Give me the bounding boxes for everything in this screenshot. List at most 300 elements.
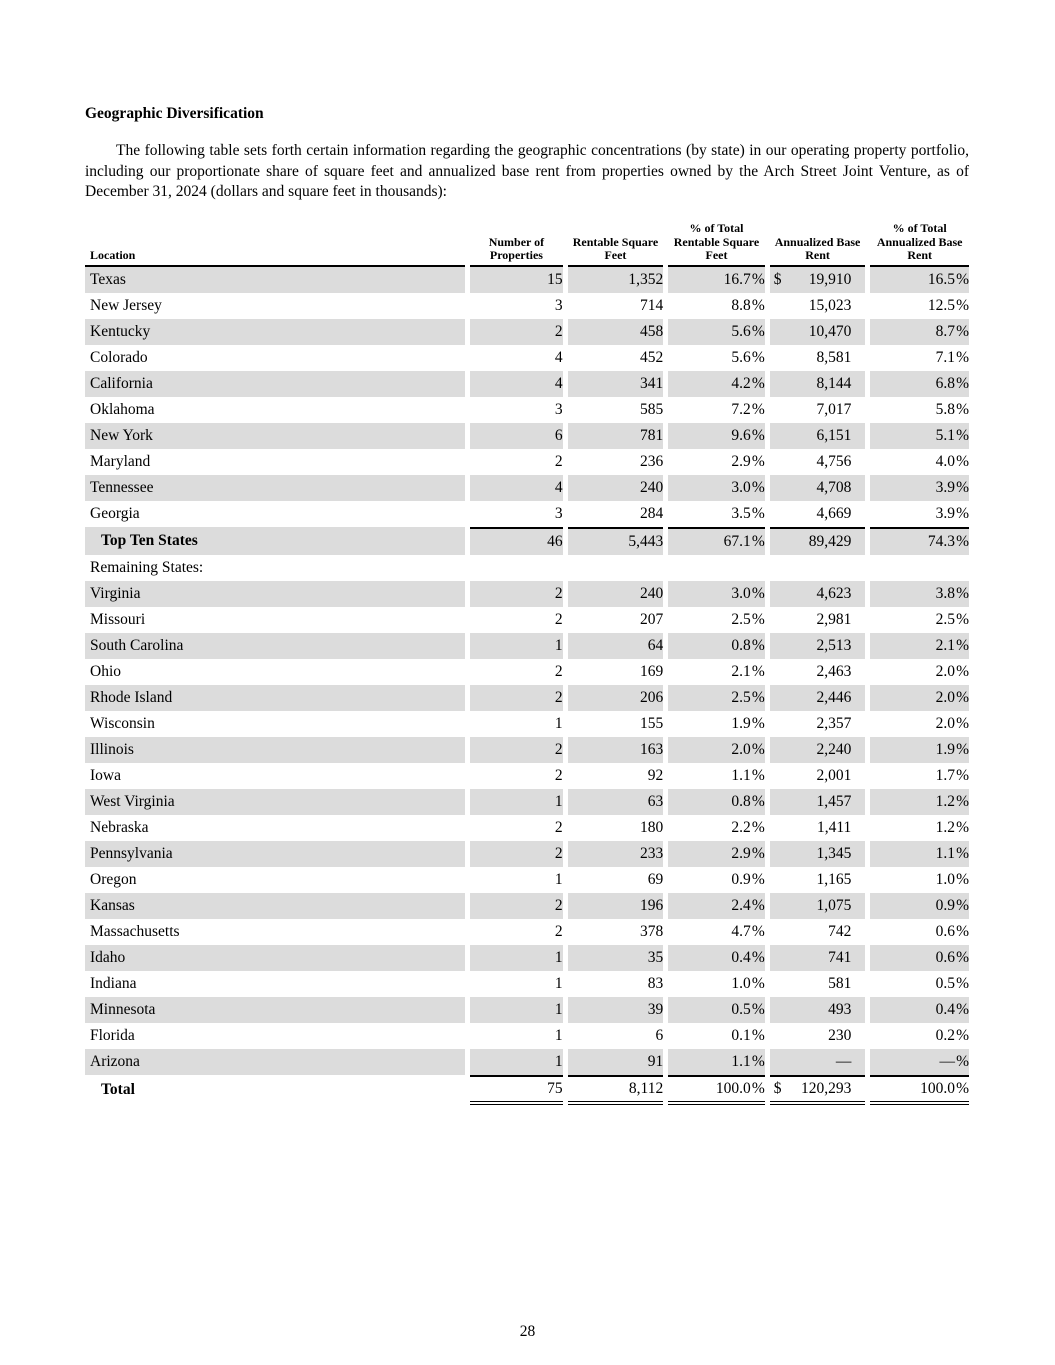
annualized-rent-cell [770, 1023, 866, 1049]
pct-rent-cell-value: 3.9 [935, 504, 955, 522]
percent-sign: % [956, 948, 969, 966]
percent-sign: % [751, 792, 765, 810]
pct-sqft-cell [668, 1075, 765, 1105]
table-row [85, 581, 969, 607]
table-row [85, 971, 969, 997]
percent-sign: % [751, 374, 765, 392]
pct-sqft-cell [668, 815, 765, 841]
pct-sqft-cell [668, 1049, 765, 1075]
pct-sqft-cell [668, 945, 765, 971]
pct-sqft-cell [668, 397, 765, 423]
table-row [85, 945, 969, 971]
percent-sign: % [956, 896, 969, 914]
annualized-rent-cell [770, 423, 866, 449]
percent-sign: % [956, 922, 969, 940]
percent-sign: % [751, 1000, 765, 1018]
pct-rent-cell-value: 1.2 [935, 792, 955, 810]
location-cell: Oregon [90, 870, 137, 888]
rentable-sqft-cell: 155 [639, 714, 664, 732]
rentable-sqft-cell: 35 [568, 945, 664, 971]
annualized-rent-value: 230 [828, 1026, 852, 1044]
num-properties-cell: 2 [470, 319, 563, 345]
percent-sign: % [751, 348, 765, 366]
pct-rent-cell [870, 633, 969, 659]
pct-rent-cell-value: 2.0 [935, 688, 955, 706]
pct-rent-cell [870, 345, 969, 371]
location-cell: Massachusetts [90, 922, 180, 940]
rentable-sqft-cell: 6 [655, 1026, 664, 1044]
pct-sqft-cell [668, 763, 765, 789]
annualized-rent-value: 1,345 [816, 844, 852, 862]
pct-sqft-cell [668, 919, 765, 945]
annualized-rent-value: 581 [828, 974, 852, 992]
annualized-rent-value: 2,981 [816, 610, 852, 628]
annualized-rent-value: 2,446 [816, 688, 852, 706]
annualized-rent-cell [770, 1075, 866, 1105]
pct-rent-cell-value: 8.7 [935, 322, 955, 340]
table-row [85, 607, 969, 633]
num-properties-cell: 2 [554, 610, 563, 628]
num-properties-cell: 6 [470, 423, 563, 449]
pct-rent-cell-value: 0.2 [935, 1026, 955, 1044]
pct-sqft-cell-value: 16.7 [723, 270, 751, 288]
rentable-sqft-cell: 378 [639, 922, 664, 940]
table-row [85, 919, 969, 945]
pct-rent-cell-value: 74.3 [927, 532, 955, 550]
table-row [85, 685, 969, 711]
annualized-rent-value: 8,144 [816, 374, 852, 392]
location-cell: Iowa [90, 766, 121, 784]
pct-rent-cell-value: 4.0 [935, 452, 955, 470]
location-cell: Georgia [90, 504, 140, 522]
num-properties-cell: 3 [554, 296, 563, 314]
header-num-properties: Number of Properties [470, 222, 563, 267]
location-cell: South Carolina [85, 633, 465, 659]
percent-sign: % [751, 740, 765, 758]
num-properties-cell: 4 [554, 348, 563, 366]
pct-sqft-cell [668, 267, 765, 293]
percent-sign: % [956, 974, 969, 992]
pct-sqft-cell-value: 9.6 [731, 426, 751, 444]
annualized-rent-cell [770, 397, 866, 423]
pct-sqft-cell [668, 737, 765, 763]
rentable-sqft-cell: 781 [568, 423, 664, 449]
annualized-rent-value: 10,470 [808, 322, 852, 340]
num-properties-cell: 46 [470, 527, 563, 555]
pct-sqft-cell-value: 1.1 [731, 1052, 751, 1070]
annualized-rent-cell [770, 997, 866, 1023]
pct-sqft-cell-value: 0.1 [731, 1026, 751, 1044]
percent-sign: % [751, 1052, 765, 1070]
intro-paragraph: The following table sets forth certain information regarding the geographic concentrations (by state) in our operating property portfolio, including our proportionate share of square feet and annualized base rent from properties owned by the Arch Street Joint Venture, as of December 31, 2024 (dollars and square feet in thousands): [85, 142, 969, 200]
pct-sqft-cell [668, 867, 765, 893]
percent-sign: % [956, 688, 969, 706]
annualized-rent-cell [770, 527, 866, 555]
location-cell: California [85, 371, 465, 397]
percent-sign: % [751, 296, 765, 314]
percent-sign: % [751, 478, 765, 496]
num-properties-cell: 2 [554, 922, 563, 940]
percent-sign: % [751, 896, 765, 914]
empty-cell [870, 555, 969, 581]
table-row [85, 449, 969, 475]
pct-sqft-cell [668, 423, 765, 449]
pct-sqft-cell [668, 659, 765, 685]
num-properties-cell: 15 [470, 267, 563, 293]
pct-rent-cell [870, 371, 969, 397]
percent-sign: % [956, 766, 969, 784]
pct-sqft-cell-value: 67.1 [723, 532, 751, 550]
percent-sign: % [956, 610, 969, 628]
pct-sqft-cell [668, 633, 765, 659]
remaining-states-label-row [85, 555, 969, 581]
pct-rent-cell-value: 1.1 [935, 844, 955, 862]
table-row [85, 737, 969, 763]
location-cell: Virginia [85, 581, 465, 607]
location-cell: Oklahoma [90, 400, 155, 418]
pct-sqft-cell-value: 2.5 [731, 688, 751, 706]
pct-rent-cell-value: 5.1 [935, 426, 955, 444]
pct-rent-cell-value: 1.2 [935, 818, 955, 836]
rentable-sqft-cell: 341 [568, 371, 664, 397]
percent-sign: % [956, 792, 969, 810]
location-cell: Arizona [85, 1049, 465, 1075]
header-annualized-rent: Annualized Base Rent [770, 222, 866, 267]
pct-sqft-cell [668, 501, 765, 527]
num-properties-cell: 1 [470, 633, 563, 659]
location-cell: Kentucky [85, 319, 465, 345]
percent-sign: % [956, 400, 969, 418]
percent-sign: % [751, 1026, 765, 1044]
pct-sqft-cell [668, 685, 765, 711]
percent-sign: % [956, 844, 969, 862]
table-row [85, 815, 969, 841]
pct-rent-cell [870, 659, 969, 685]
table-row [85, 867, 969, 893]
location-cell: Wisconsin [90, 714, 155, 732]
pct-rent-cell [870, 789, 969, 815]
annualized-rent-value: 4,669 [816, 504, 852, 522]
annualized-rent-value: 1,075 [816, 896, 852, 914]
location-cell: Indiana [90, 974, 137, 992]
annualized-rent-value: 1,165 [816, 870, 852, 888]
pct-sqft-cell-value: 2.9 [731, 452, 751, 470]
pct-sqft-cell-value: 0.8 [731, 636, 751, 654]
pct-rent-cell-value: 16.5 [927, 270, 955, 288]
pct-rent-cell-value: 3.9 [935, 478, 955, 496]
pct-sqft-cell [668, 711, 765, 737]
pct-sqft-cell [668, 449, 765, 475]
pct-rent-cell-value: 0.6 [935, 948, 955, 966]
annualized-rent-cell [770, 737, 866, 763]
location-cell: Tennessee [85, 475, 465, 501]
percent-sign: % [956, 714, 969, 732]
percent-sign: % [751, 504, 765, 522]
pct-rent-cell [870, 971, 969, 997]
annualized-rent-cell [770, 501, 866, 527]
pct-sqft-cell-value: 2.1 [731, 662, 751, 680]
section-heading: Geographic Diversification [85, 105, 264, 122]
location-cell: Maryland [90, 452, 151, 470]
empty-cell [568, 555, 664, 581]
num-properties-cell: 2 [470, 893, 563, 919]
location-cell: Illinois [85, 737, 465, 763]
pct-rent-cell [870, 293, 969, 319]
num-properties-cell: 1 [470, 789, 563, 815]
empty-cell [668, 555, 765, 581]
pct-sqft-cell-value: 0.8 [731, 792, 751, 810]
annualized-rent-value: 2,513 [816, 636, 852, 654]
percent-sign: % [751, 426, 765, 444]
num-properties-cell: 4 [470, 371, 563, 397]
pct-sqft-cell-value: 100.0 [715, 1079, 751, 1097]
table-row [85, 397, 969, 423]
num-properties-cell: 1 [470, 997, 563, 1023]
percent-sign: % [751, 532, 765, 550]
pct-rent-cell [870, 711, 969, 737]
pct-rent-cell [870, 527, 969, 555]
pct-rent-cell-value: 2.5 [935, 610, 955, 628]
percent-sign: % [956, 374, 969, 392]
subtotal-row [85, 527, 969, 555]
pct-sqft-cell [668, 841, 765, 867]
num-properties-cell: 2 [470, 737, 563, 763]
pct-rent-cell-value: 2.0 [935, 662, 955, 680]
percent-sign: % [956, 584, 969, 602]
table-row [85, 763, 969, 789]
percent-sign: % [956, 740, 969, 758]
pct-rent-cell-value: 2.0 [935, 714, 955, 732]
table-row [85, 345, 969, 371]
annualized-rent-cell [770, 475, 866, 501]
geographic-table [85, 222, 969, 1105]
percent-sign: % [956, 452, 969, 470]
pct-rent-cell-value: 100.0 [920, 1079, 955, 1097]
percent-sign: % [956, 870, 969, 888]
num-properties-cell: 1 [470, 1049, 563, 1075]
annualized-rent-value: — [835, 1052, 852, 1070]
annualized-rent-value: 741 [828, 948, 852, 966]
pct-rent-cell-value: 2.1 [935, 636, 955, 654]
percent-sign: % [751, 452, 765, 470]
annualized-rent-cell [770, 345, 866, 371]
percent-sign: % [751, 922, 765, 940]
rentable-sqft-cell: 91 [568, 1049, 664, 1075]
pct-sqft-cell-value: 7.2 [731, 400, 751, 418]
header-pct-rentable-sqft: % of Total Rentable Square Feet [668, 222, 765, 267]
location-cell: Nebraska [90, 818, 149, 836]
num-properties-cell: 2 [470, 685, 563, 711]
num-properties-cell: 4 [470, 475, 563, 501]
pct-sqft-cell [668, 1023, 765, 1049]
header-pct-annualized-rent: % of Total Annualized Base Rent [870, 222, 969, 267]
table-row [85, 711, 969, 737]
annualized-rent-value: 493 [828, 1000, 852, 1018]
pct-sqft-cell-value: 2.5 [731, 610, 751, 628]
annualized-rent-value: 742 [828, 922, 852, 940]
pct-sqft-cell-value: 5.6 [731, 322, 751, 340]
rentable-sqft-cell: 452 [639, 348, 664, 366]
percent-sign: % [956, 636, 969, 654]
annualized-rent-value: 4,623 [816, 584, 852, 602]
pct-sqft-cell-value: 1.9 [731, 714, 751, 732]
annualized-rent-cell [770, 581, 866, 607]
annualized-rent-cell [770, 659, 866, 685]
percent-sign: % [956, 1026, 969, 1044]
percent-sign: % [956, 1052, 969, 1070]
total-row [85, 1075, 969, 1105]
rentable-sqft-cell: 196 [568, 893, 664, 919]
pct-rent-cell [870, 607, 969, 633]
percent-sign: % [751, 400, 765, 418]
pct-rent-cell [870, 919, 969, 945]
table-row [85, 633, 969, 659]
pct-rent-cell [870, 475, 969, 501]
pct-sqft-cell [668, 893, 765, 919]
pct-sqft-cell-value: 4.7 [731, 922, 751, 940]
percent-sign: % [956, 426, 969, 444]
annualized-rent-value: 2,463 [816, 662, 852, 680]
rentable-sqft-cell: 284 [639, 504, 664, 522]
location-cell: Texas [85, 267, 465, 293]
table-row [85, 423, 969, 449]
dollar-sign: $ [773, 270, 782, 288]
table-row [85, 371, 969, 397]
rentable-sqft-cell: 5,443 [568, 527, 664, 555]
annualized-rent-cell [770, 1049, 866, 1075]
percent-sign: % [751, 662, 765, 680]
percent-sign: % [751, 870, 765, 888]
rentable-sqft-cell: 163 [568, 737, 664, 763]
pct-sqft-cell-value: 3.5 [731, 504, 751, 522]
table-row [85, 893, 969, 919]
num-properties-cell: 2 [554, 662, 563, 680]
annualized-rent-cell [770, 893, 866, 919]
annualized-rent-cell [770, 763, 866, 789]
pct-rent-cell-value: 5.8 [935, 400, 955, 418]
pct-rent-cell-value: 0.4 [935, 1000, 955, 1018]
location-cell: West Virginia [85, 789, 465, 815]
table-row [85, 293, 969, 319]
pct-rent-cell-value: 3.8 [935, 584, 955, 602]
percent-sign: % [751, 974, 765, 992]
remaining-states-label: Remaining States: [90, 558, 204, 576]
table-header-row [85, 222, 969, 267]
percent-sign: % [751, 688, 765, 706]
table-row [85, 789, 969, 815]
table-row [85, 475, 969, 501]
table-row [85, 997, 969, 1023]
pct-rent-cell [870, 997, 969, 1023]
pct-rent-cell [870, 685, 969, 711]
pct-sqft-cell-value: 2.9 [731, 844, 751, 862]
rentable-sqft-cell: 240 [568, 581, 664, 607]
table-body [85, 267, 969, 1105]
location-cell: New York [85, 423, 465, 449]
percent-sign: % [751, 322, 765, 340]
rentable-sqft-cell: 236 [639, 452, 664, 470]
pct-rent-cell [870, 501, 969, 527]
annualized-rent-cell [770, 841, 866, 867]
annualized-rent-cell [770, 919, 866, 945]
annualized-rent-value: 7,017 [816, 400, 852, 418]
pct-sqft-cell-value: 3.0 [731, 584, 751, 602]
annualized-rent-cell [770, 685, 866, 711]
rentable-sqft-cell: 240 [568, 475, 664, 501]
rentable-sqft-cell: 1,352 [568, 267, 664, 293]
annualized-rent-value: 1,411 [817, 818, 852, 836]
location-cell: Kansas [85, 893, 465, 919]
location-cell: Top Ten States [85, 527, 465, 555]
pct-sqft-cell [668, 293, 765, 319]
annualized-rent-value: 6,151 [816, 426, 852, 444]
percent-sign: % [751, 1079, 765, 1097]
pct-rent-cell-value: 1.0 [935, 870, 955, 888]
location-cell: Missouri [90, 610, 146, 628]
pct-sqft-cell [668, 371, 765, 397]
pct-sqft-cell [668, 527, 765, 555]
location-cell: Colorado [90, 348, 148, 366]
rentable-sqft-cell: 207 [639, 610, 664, 628]
table-row [85, 1049, 969, 1075]
pct-sqft-cell-value: 2.2 [731, 818, 751, 836]
percent-sign: % [751, 766, 765, 784]
header-location: Location [85, 222, 465, 267]
table-row [85, 267, 969, 293]
pct-rent-cell [870, 945, 969, 971]
num-properties-cell: 2 [554, 452, 563, 470]
percent-sign: % [956, 504, 969, 522]
pct-rent-cell-value: 1.7 [935, 766, 955, 784]
rentable-sqft-cell: 458 [568, 319, 664, 345]
location-cell: Ohio [90, 662, 121, 680]
num-properties-cell: 1 [470, 945, 563, 971]
rentable-sqft-cell: 169 [639, 662, 664, 680]
pct-sqft-cell [668, 971, 765, 997]
rentable-sqft-cell: 92 [647, 766, 664, 784]
rentable-sqft-cell: 180 [639, 818, 664, 836]
percent-sign: % [956, 270, 969, 288]
rentable-sqft-cell: 39 [568, 997, 664, 1023]
annualized-rent-value: 120,293 [800, 1079, 852, 1097]
pct-sqft-cell-value: 2.4 [731, 896, 751, 914]
num-properties-cell: 75 [470, 1075, 563, 1105]
annualized-rent-cell [770, 867, 866, 893]
location-cell: Rhode Island [85, 685, 465, 711]
annualized-rent-value: 1,457 [816, 792, 852, 810]
pct-rent-cell [870, 581, 969, 607]
pct-sqft-cell [668, 475, 765, 501]
annualized-rent-value: 2,240 [816, 740, 852, 758]
pct-rent-cell [870, 867, 969, 893]
page-number: 28 [519, 1323, 536, 1340]
pct-sqft-cell-value: 1.1 [731, 766, 751, 784]
annualized-rent-value: 4,756 [816, 452, 852, 470]
rentable-sqft-cell: 63 [568, 789, 664, 815]
table-row [85, 319, 969, 345]
annualized-rent-cell [770, 711, 866, 737]
percent-sign: % [956, 818, 969, 836]
pct-rent-cell [870, 397, 969, 423]
percent-sign: % [751, 948, 765, 966]
pct-sqft-cell [668, 581, 765, 607]
annualized-rent-value: 15,023 [808, 296, 852, 314]
num-properties-cell: 1 [554, 974, 563, 992]
num-properties-cell: 2 [470, 841, 563, 867]
percent-sign: % [956, 1079, 969, 1097]
num-properties-cell: 1 [554, 1026, 563, 1044]
annualized-rent-cell [770, 815, 866, 841]
